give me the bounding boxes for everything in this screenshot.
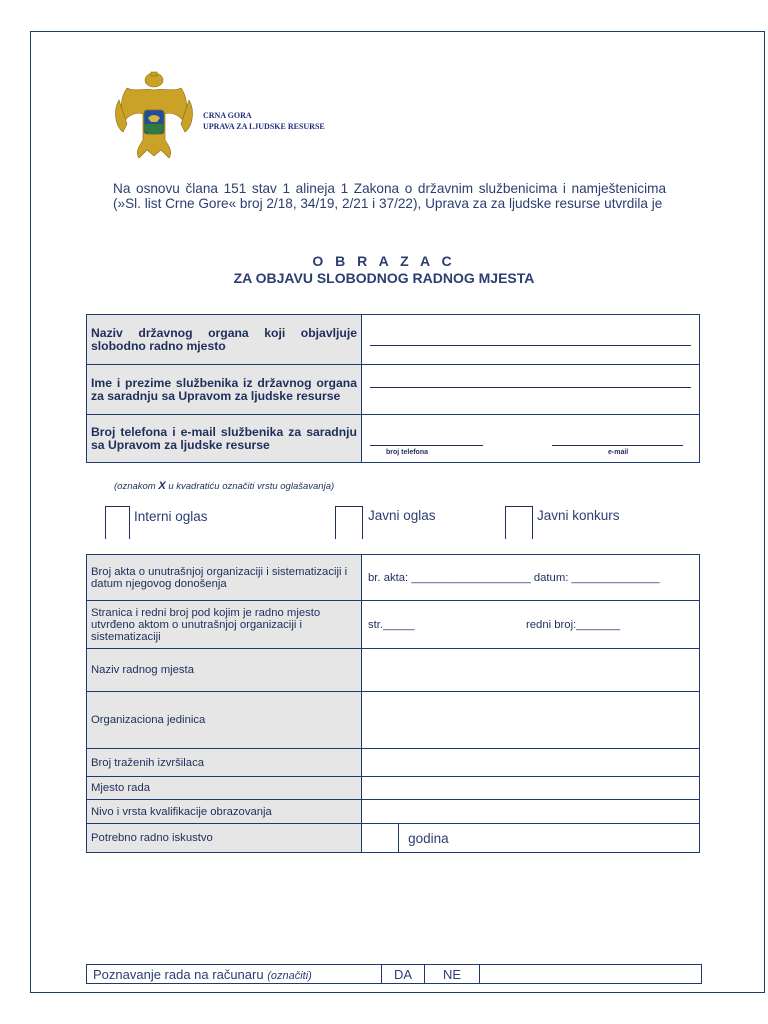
computer-skills-table — [86, 964, 702, 984]
contact-phone-email-field[interactable] — [362, 415, 700, 463]
computer-skills-hint: (označiti) — [267, 969, 312, 982]
position-name-field[interactable] — [362, 649, 700, 692]
contact-name-field[interactable] — [362, 365, 700, 415]
form-title: O B R A Z A C — [312, 253, 456, 269]
authority-info-table — [86, 314, 700, 463]
public-ad-checkbox[interactable] — [335, 506, 363, 539]
note-suffix: u kvadratiću označiti vrstu oglašavanja) — [165, 481, 335, 492]
act-number-label: Broj akta o unutrašnjoj organizaciji i sistematizaciji i datum njegovog donošenja — [87, 555, 362, 601]
act-number-field[interactable]: br. akta: ___________________ datum: ______________ — [362, 555, 700, 601]
no-option[interactable]: NE — [425, 965, 480, 984]
note-prefix: (oznakom — [114, 481, 159, 492]
intro-paragraph: Na osnovu člana 151 stav 1 alineja 1 Zakona o državnim službenicima i namještenicima (»Sl. list Crne Gore« broj 2/18, 34/19, 2/21 i 37/22), Uprava za za ljudske resurse utvrdila je — [113, 181, 666, 211]
computer-skills-label — [87, 965, 382, 984]
org-name-line2: UPRAVA ZA LJUDSKE RESURSE — [203, 122, 325, 131]
phone-caption: broj telefona — [386, 449, 429, 456]
authority-name-label: Naziv državnog organa koji objavljuje slobodno radno mjesto — [87, 315, 362, 365]
org-name-line1: CRNA GORA — [203, 111, 252, 120]
yes-option[interactable]: DA — [382, 965, 425, 984]
org-unit-label: Organizaciona jedinica — [87, 692, 362, 749]
work-place-label: Mjesto rada — [87, 777, 362, 800]
page-order-label: Stranica i redni broj pod kojim je radno mjesto utvrđeno aktom o unutrašnjoj organizaciji i sistematizaciji — [87, 601, 362, 649]
note-x-mark: X — [158, 480, 166, 492]
years-label: godina — [408, 830, 449, 846]
experience-label: Potrebno radno iskustvo — [87, 824, 362, 853]
public-ad-label: Javni oglas — [368, 508, 436, 523]
executors-count-field[interactable] — [362, 749, 700, 777]
org-header — [203, 110, 325, 132]
contact-name-label: Ime i prezime službenika iz državnog organa za saradnju sa Upravom za ljudske resurse — [87, 365, 362, 415]
checkbox-instruction — [114, 480, 334, 492]
internal-ad-label: Interni oglas — [134, 509, 208, 524]
contact-phone-email-label: Broj telefona i e-mail službenika za saradnju sa Upravom za ljudske resurse — [87, 415, 362, 463]
executors-count-label: Broj traženih izvršilaca — [87, 749, 362, 777]
page-order-field[interactable] — [362, 601, 700, 649]
montenegro-coat-of-arms-icon — [113, 70, 195, 162]
form-subtitle: ZA OBJAVU SLOBODNOG RADNOG MJESTA — [233, 270, 535, 286]
qualification-field[interactable] — [362, 800, 700, 824]
authority-name-field[interactable] — [362, 315, 700, 365]
work-place-field[interactable] — [362, 777, 700, 800]
experience-field[interactable] — [362, 824, 700, 853]
order-number-input: redni broj:_______ — [526, 618, 621, 631]
computer-skills-text: Poznavanje rada na računaru — [93, 966, 268, 982]
internal-ad-checkbox[interactable] — [105, 506, 130, 539]
public-competition-checkbox[interactable] — [505, 506, 533, 539]
computer-skills-extra — [480, 965, 702, 984]
position-details-table — [86, 554, 700, 853]
qualification-label: Nivo i vrsta kvalifikacije obrazovanja — [87, 800, 362, 824]
email-caption: e-mail — [608, 449, 629, 456]
position-name-label: Naziv radnog mjesta — [87, 649, 362, 692]
org-unit-field[interactable] — [362, 692, 700, 749]
experience-years-box[interactable] — [362, 824, 399, 852]
public-competition-label: Javni konkurs — [537, 508, 620, 523]
page-number-input: str._____ — [368, 618, 415, 631]
